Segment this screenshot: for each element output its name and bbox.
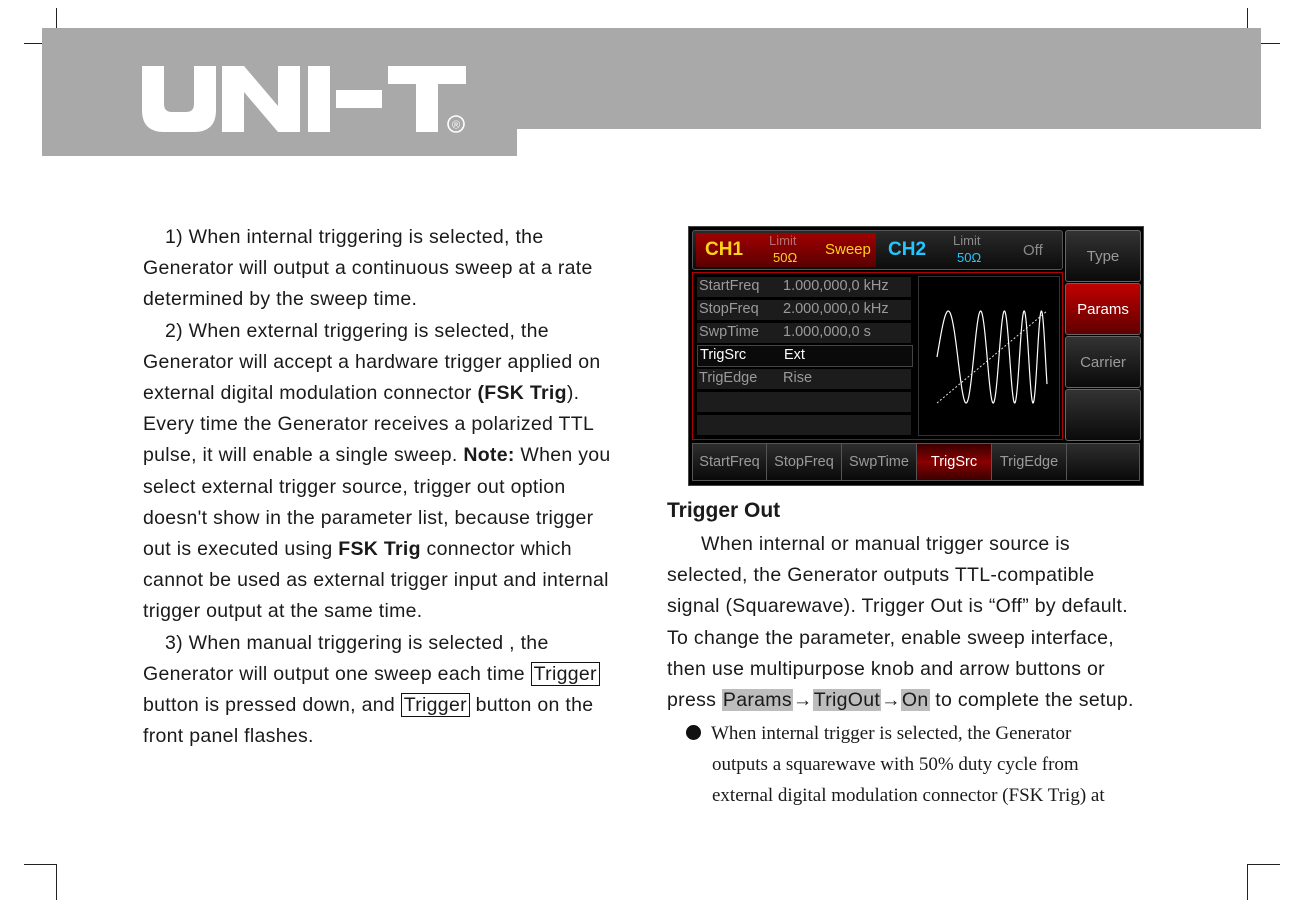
text-line: doesn't show in the parameter list, because trigger [143, 506, 594, 529]
bottom-menu-bar [692, 443, 1138, 481]
text-line: selected, the Generator outputs TTL-compatible [667, 564, 1095, 587]
bullet-line: When internal trigger is selected, the Generator [686, 718, 1105, 749]
text-line: determined by the sweep time. [143, 288, 418, 311]
ch2-label: CH2 [888, 239, 927, 260]
param-row-swptime[interactable] [697, 323, 911, 343]
text-line: external digital modulation connector (FSK Trig). [143, 382, 580, 405]
bullet-line: external digital modulation connector (FSK Trig) at [712, 785, 1105, 806]
text-line: To change the parameter, enable sweep interface, [667, 626, 1114, 649]
text-line: Generator will accept a hardware trigger applied on [143, 350, 601, 373]
trigger-out-heading: Trigger Out [667, 499, 781, 522]
param-row-trigsrc[interactable] [697, 345, 913, 367]
text-line: out is executed using FSK Trig connector which [143, 538, 572, 561]
menu-trigedge[interactable]: TrigEdge [991, 443, 1067, 481]
ch2-limit: Limit [953, 233, 981, 248]
arrow-icon: → [881, 689, 901, 712]
channel-status-bar [692, 230, 1063, 270]
ch2-impedance: 50Ω [957, 250, 982, 265]
param-row-empty [697, 392, 911, 412]
trigger-key: Trigger [401, 693, 470, 717]
bullet-dot-icon [686, 725, 701, 740]
text-line: select external trigger source, trigger out option [143, 475, 566, 498]
bullet-line: outputs a squarewave with 50% duty cycle from [712, 754, 1079, 775]
text-line: button is pressed down, and Trigger button on the [143, 694, 594, 717]
param-value: 1.000,000,0 kHz [783, 278, 889, 294]
menu-blank[interactable] [1066, 443, 1140, 481]
on-key: On [901, 689, 929, 712]
uni-t-logo [138, 58, 478, 138]
menu-startfreq[interactable]: StartFreq [692, 443, 767, 481]
svg-text:®: ® [451, 119, 461, 132]
arrow-icon: → [792, 689, 813, 712]
fsk-trig-bold: (FSK Trig [477, 382, 567, 405]
parameter-panel [692, 272, 1063, 440]
ch1-label: CH1 [705, 239, 744, 260]
menu-swptime[interactable]: SwpTime [841, 443, 917, 481]
param-row-empty [697, 415, 911, 435]
text-line: 2) When external triggering is selected, the [165, 319, 549, 342]
text-line: Every time the Generator receives a polarized TTL [143, 413, 595, 436]
ch2-state: Off [1023, 242, 1043, 259]
text-line: 3) When manual triggering is selected , the [165, 631, 549, 654]
params-key: Params [722, 689, 792, 712]
ch1-limit: Limit [769, 233, 797, 248]
text-line: cannot be used as external trigger input and internal [143, 569, 609, 592]
param-row-trigedge[interactable] [697, 369, 911, 389]
param-key: StopFreq [699, 301, 759, 317]
param-value: Ext [784, 347, 805, 363]
param-value: 1.000,000,0 s [783, 324, 871, 340]
crop-mark-bl-v [56, 864, 57, 900]
fsk-trig-bold: FSK Trig [338, 538, 421, 561]
param-value: Rise [783, 370, 813, 386]
trigger-key: Trigger [531, 662, 600, 686]
ch1-impedance: 50Ω [773, 250, 798, 265]
param-row-stopfreq[interactable] [697, 300, 911, 320]
softkey-blank[interactable] [1065, 389, 1141, 441]
bullet-note [686, 718, 1105, 811]
param-row-startfreq[interactable] [697, 277, 911, 297]
left-column [143, 222, 653, 752]
param-key: TrigSrc [700, 347, 747, 363]
param-key: SwpTime [699, 324, 759, 340]
softkey-carrier[interactable]: Carrier [1065, 336, 1141, 388]
note-label: Note: [463, 444, 515, 467]
trigout-key: TrigOut [813, 689, 881, 712]
instrument-screen [688, 226, 1144, 486]
text-line: then use multipurpose knob and arrow buttons or [667, 657, 1105, 680]
text-line: front panel flashes. [143, 725, 314, 748]
crop-mark-br-v [1247, 864, 1248, 900]
trigger-out-body [667, 529, 1187, 716]
ch1-mode: Sweep [825, 241, 871, 258]
text-line: 1) When internal triggering is selected, the [165, 226, 544, 248]
softkey-type[interactable]: Type [1065, 230, 1141, 282]
text-line: Generator will output a continuous sweep at a rate [143, 257, 593, 280]
text-line: When internal or manual trigger source is [701, 533, 1070, 555]
menu-trigsrc[interactable]: TrigSrc [916, 443, 992, 481]
crop-mark-br-h [1247, 864, 1280, 865]
text-line: Generator will output one sweep each time Trigger [143, 659, 653, 690]
text-line: pulse, it will enable a single sweep. Note: When you [143, 444, 611, 467]
param-key: TrigEdge [699, 370, 758, 386]
menu-stopfreq[interactable]: StopFreq [766, 443, 842, 481]
softkey-params[interactable]: Params [1065, 283, 1141, 335]
text-line: press Params→TrigOut→On to complete the setup. [667, 689, 1134, 712]
crop-mark-bl-h [24, 864, 57, 865]
param-key: StartFreq [699, 278, 760, 294]
sweep-waveform-preview [918, 276, 1060, 436]
param-value: 2.000,000,0 kHz [783, 301, 889, 317]
text-line: signal (Squarewave). Trigger Out is “Off” by default. [667, 595, 1128, 618]
text-line: trigger output at the same time. [143, 600, 423, 623]
